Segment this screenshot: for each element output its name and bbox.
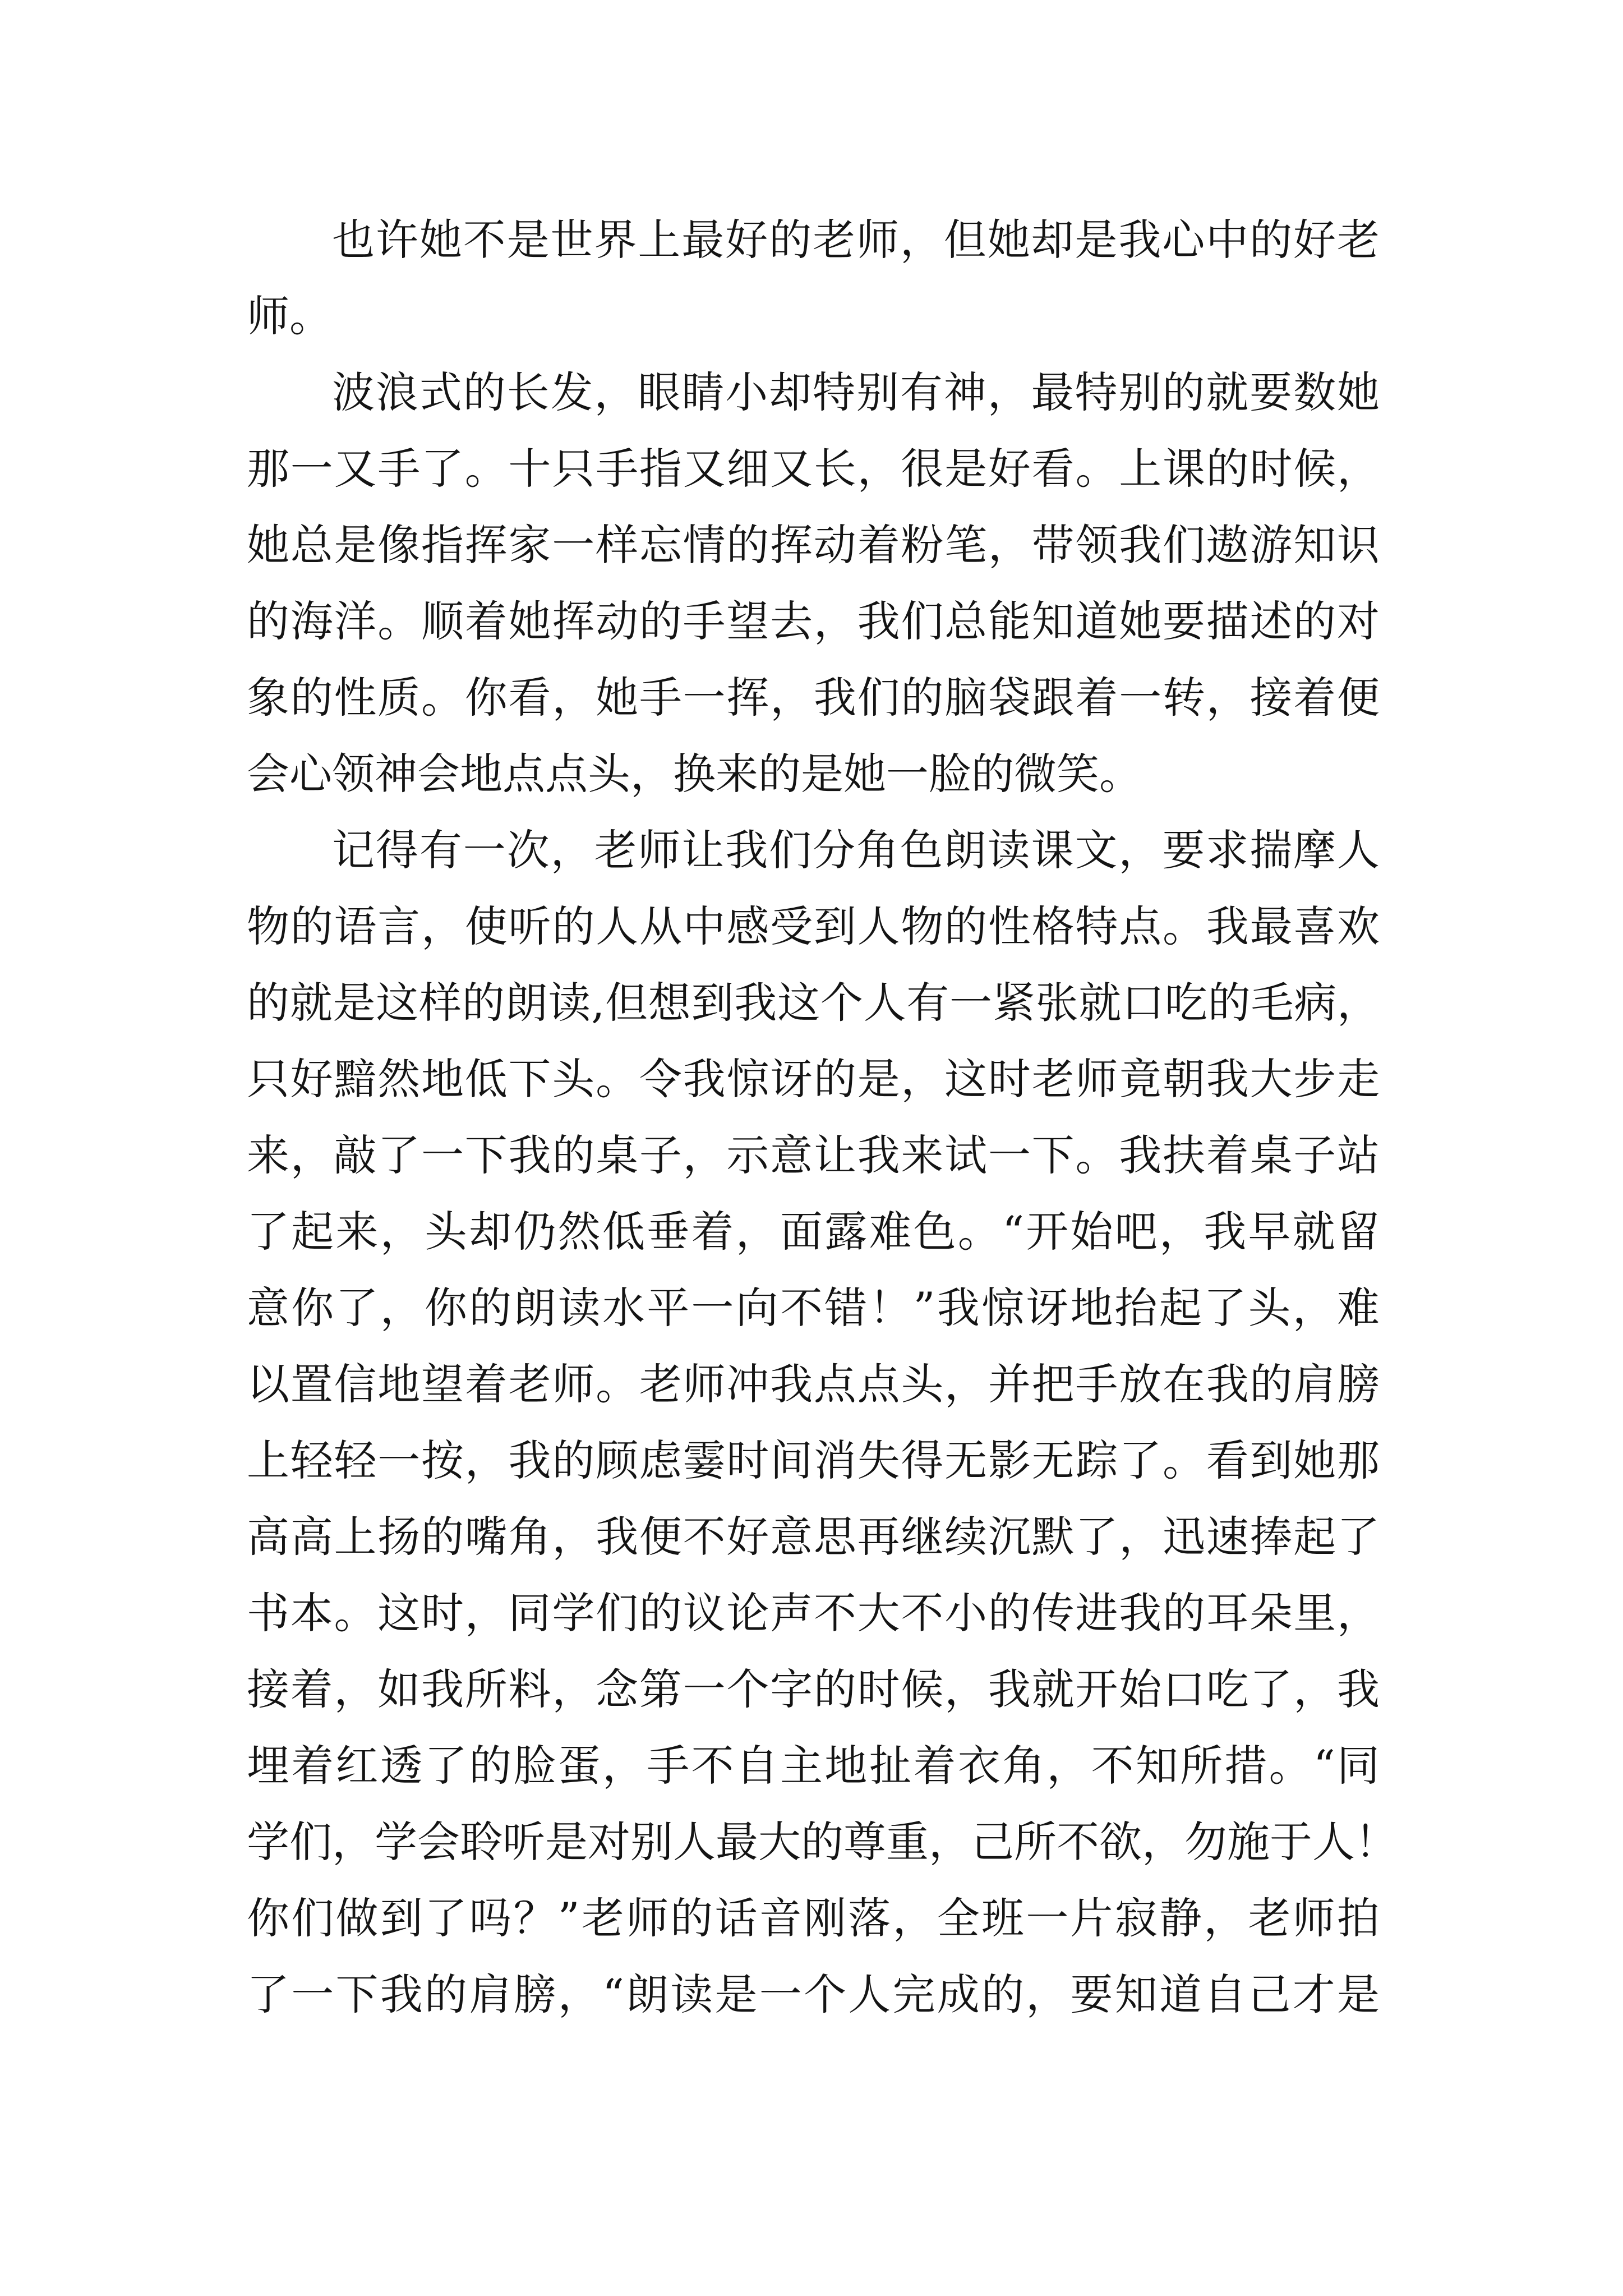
- text-line: 来，敲了一下我的桌子，示意让我来试一下。我扶着桌子站: [247, 1130, 1380, 1180]
- text-line: 上轻轻一按，我的顾虑霎时间消失得无影无踪了。看到她那: [247, 1435, 1380, 1485]
- text-line: 象的性质。你看，她手一挥，我们的脑袋跟着一转，接着便: [247, 673, 1380, 723]
- text-line: 她总是像指挥家一样忘情的挥动着粉笔，带领我们遨游知识: [247, 520, 1380, 570]
- text-line: 了起来，头却仍然低垂着，面露难色。“开始吧，我早就留: [247, 1207, 1380, 1257]
- paragraph-1: [247, 202, 1380, 355]
- text-line: 也许她不是世界上最好的老师，但她却是我心中的好老: [332, 215, 1380, 265]
- text-line: 物的语言，使听的人从中感受到人物的性格特点。我最喜欢: [247, 901, 1380, 951]
- text-line: 师。: [247, 291, 332, 341]
- document-body: [247, 202, 1398, 2033]
- paragraph-3: [247, 812, 1398, 2033]
- text-line: 记得有一次，老师让我们分角色朗读课文，要求揣摩人: [332, 825, 1380, 875]
- paragraph-2: [247, 355, 1380, 812]
- text-line: 接着，如我所料，念第一个字的时候，我就开始口吃了，我: [247, 1664, 1380, 1714]
- text-line: 波浪式的长发，眼睛小却特别有神，最特别的就要数她: [332, 367, 1380, 417]
- text-line: 的就是这样的朗读,但想到我这个人有一紧张就口吃的毛病，: [247, 978, 1380, 1028]
- text-line: 你们做到了吗？”老师的话音刚落，全班一片寂静，老师拍: [247, 1893, 1380, 1943]
- text-line: 意你了，你的朗读水平一向不错！”我惊讶地抬起了头，难: [247, 1283, 1380, 1333]
- text-line: 以置信地望着老师。老师冲我点点头，并把手放在我的肩膀: [247, 1359, 1380, 1409]
- text-line: 高高上扬的嘴角，我便不好意思再继续沉默了，迅速捧起了: [247, 1512, 1380, 1562]
- text-line: 埋着红透了的脸蛋，手不自主地扯着衣角，不知所措。“同: [247, 1741, 1380, 1791]
- text-line: 的海洋。顺着她挥动的手望去，我们总能知道她要描述的对: [247, 596, 1380, 646]
- text-line: 会心领神会地点点头，换来的是她一脸的微笑。: [247, 749, 1142, 799]
- text-line: 学们，学会聆听是对别人最大的尊重，己所不欲，勿施于人！: [247, 1817, 1398, 1867]
- text-line: 那一又手了。十只手指又细又长，很是好看。上课的时候，: [247, 444, 1380, 494]
- text-line: 书本。这时，同学们的议论声不大不小的传进我的耳朵里，: [247, 1588, 1380, 1638]
- text-line: 只好黯然地低下头。令我惊讶的是，这时老师竟朝我大步走: [247, 1054, 1380, 1104]
- text-line: 了一下我的肩膀，“朗读是一个人完成的，要知道自己才是: [247, 1970, 1380, 2019]
